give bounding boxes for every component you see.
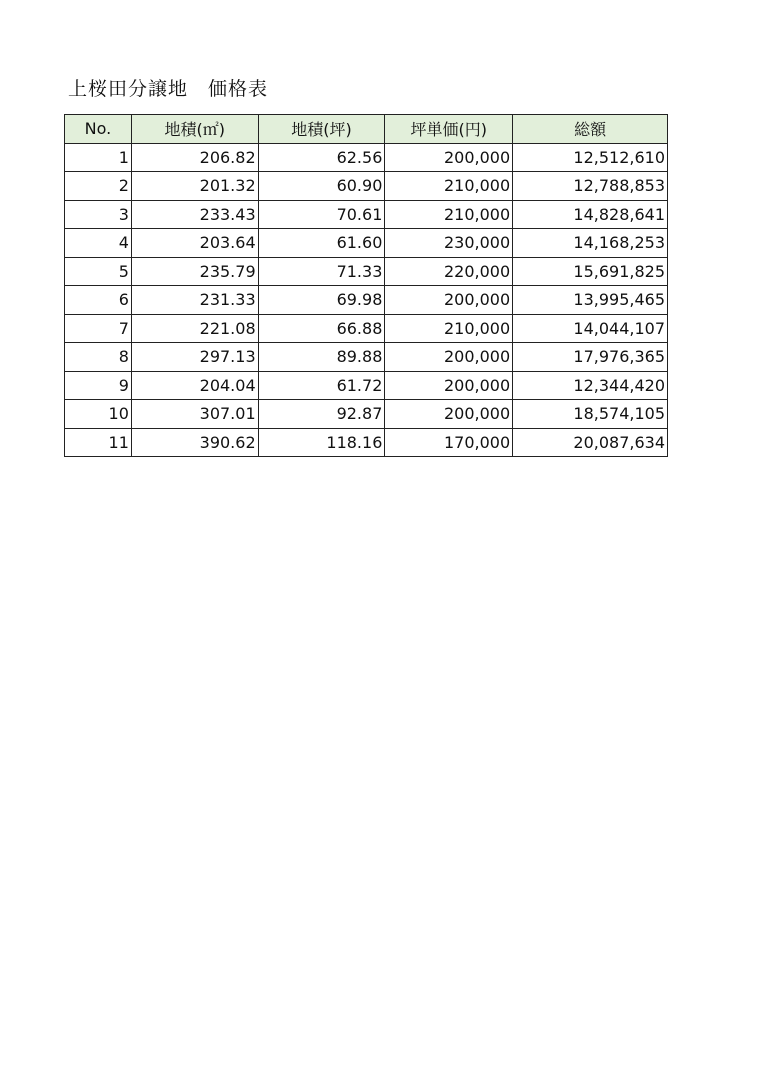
header-area-sqm: 地積(㎡) — [131, 115, 258, 144]
cell-total: 17,976,365 — [513, 343, 668, 372]
cell-area-tsubo: 69.98 — [258, 286, 385, 315]
cell-unit-price: 200,000 — [385, 371, 513, 400]
cell-area-tsubo: 62.56 — [258, 143, 385, 172]
cell-area-tsubo: 71.33 — [258, 257, 385, 286]
cell-no: 7 — [65, 314, 132, 343]
table-header-row — [65, 115, 668, 144]
cell-area-sqm: 233.43 — [131, 200, 258, 229]
cell-unit-price: 200,000 — [385, 286, 513, 315]
table-row — [65, 343, 668, 372]
cell-area-tsubo: 70.61 — [258, 200, 385, 229]
cell-area-tsubo: 89.88 — [258, 343, 385, 372]
header-unit-price: 坪単価(円) — [385, 115, 513, 144]
cell-area-sqm: 206.82 — [131, 143, 258, 172]
cell-no: 10 — [65, 400, 132, 429]
cell-area-tsubo: 118.16 — [258, 428, 385, 457]
cell-total: 15,691,825 — [513, 257, 668, 286]
cell-total: 12,512,610 — [513, 143, 668, 172]
price-table — [64, 114, 668, 457]
cell-total: 14,828,641 — [513, 200, 668, 229]
cell-no: 3 — [65, 200, 132, 229]
cell-area-sqm: 203.64 — [131, 229, 258, 258]
cell-no: 8 — [65, 343, 132, 372]
cell-area-sqm: 231.33 — [131, 286, 258, 315]
table-row — [65, 314, 668, 343]
cell-no: 2 — [65, 172, 132, 201]
cell-area-tsubo: 60.90 — [258, 172, 385, 201]
table-row — [65, 371, 668, 400]
cell-no: 9 — [65, 371, 132, 400]
header-area-tsubo: 地積(坪) — [258, 115, 385, 144]
table-row — [65, 143, 668, 172]
table-row — [65, 257, 668, 286]
cell-unit-price: 200,000 — [385, 143, 513, 172]
cell-area-tsubo: 61.60 — [258, 229, 385, 258]
cell-area-tsubo: 61.72 — [258, 371, 385, 400]
cell-unit-price: 200,000 — [385, 400, 513, 429]
cell-area-sqm: 390.62 — [131, 428, 258, 457]
cell-unit-price: 170,000 — [385, 428, 513, 457]
table-row — [65, 286, 668, 315]
table-row — [65, 200, 668, 229]
table-row — [65, 229, 668, 258]
cell-total: 20,087,634 — [513, 428, 668, 457]
cell-total: 12,788,853 — [513, 172, 668, 201]
cell-total: 14,168,253 — [513, 229, 668, 258]
cell-no: 11 — [65, 428, 132, 457]
cell-unit-price: 220,000 — [385, 257, 513, 286]
cell-no: 4 — [65, 229, 132, 258]
cell-total: 13,995,465 — [513, 286, 668, 315]
cell-no: 6 — [65, 286, 132, 315]
cell-area-sqm: 204.04 — [131, 371, 258, 400]
table-row — [65, 428, 668, 457]
cell-total: 18,574,105 — [513, 400, 668, 429]
cell-no: 1 — [65, 143, 132, 172]
table-row — [65, 172, 668, 201]
cell-total: 14,044,107 — [513, 314, 668, 343]
table-row — [65, 400, 668, 429]
cell-area-sqm: 201.32 — [131, 172, 258, 201]
page-title: 上桜田分譲地 価格表 — [68, 78, 269, 100]
cell-area-sqm: 235.79 — [131, 257, 258, 286]
cell-unit-price: 210,000 — [385, 172, 513, 201]
header-total: 総額 — [513, 115, 668, 144]
cell-area-tsubo: 92.87 — [258, 400, 385, 429]
cell-unit-price: 230,000 — [385, 229, 513, 258]
cell-area-sqm: 307.01 — [131, 400, 258, 429]
cell-area-sqm: 297.13 — [131, 343, 258, 372]
cell-area-sqm: 221.08 — [131, 314, 258, 343]
header-no: No. — [65, 115, 132, 144]
cell-unit-price: 210,000 — [385, 200, 513, 229]
cell-no: 5 — [65, 257, 132, 286]
cell-unit-price: 200,000 — [385, 343, 513, 372]
cell-total: 12,344,420 — [513, 371, 668, 400]
cell-area-tsubo: 66.88 — [258, 314, 385, 343]
cell-unit-price: 210,000 — [385, 314, 513, 343]
